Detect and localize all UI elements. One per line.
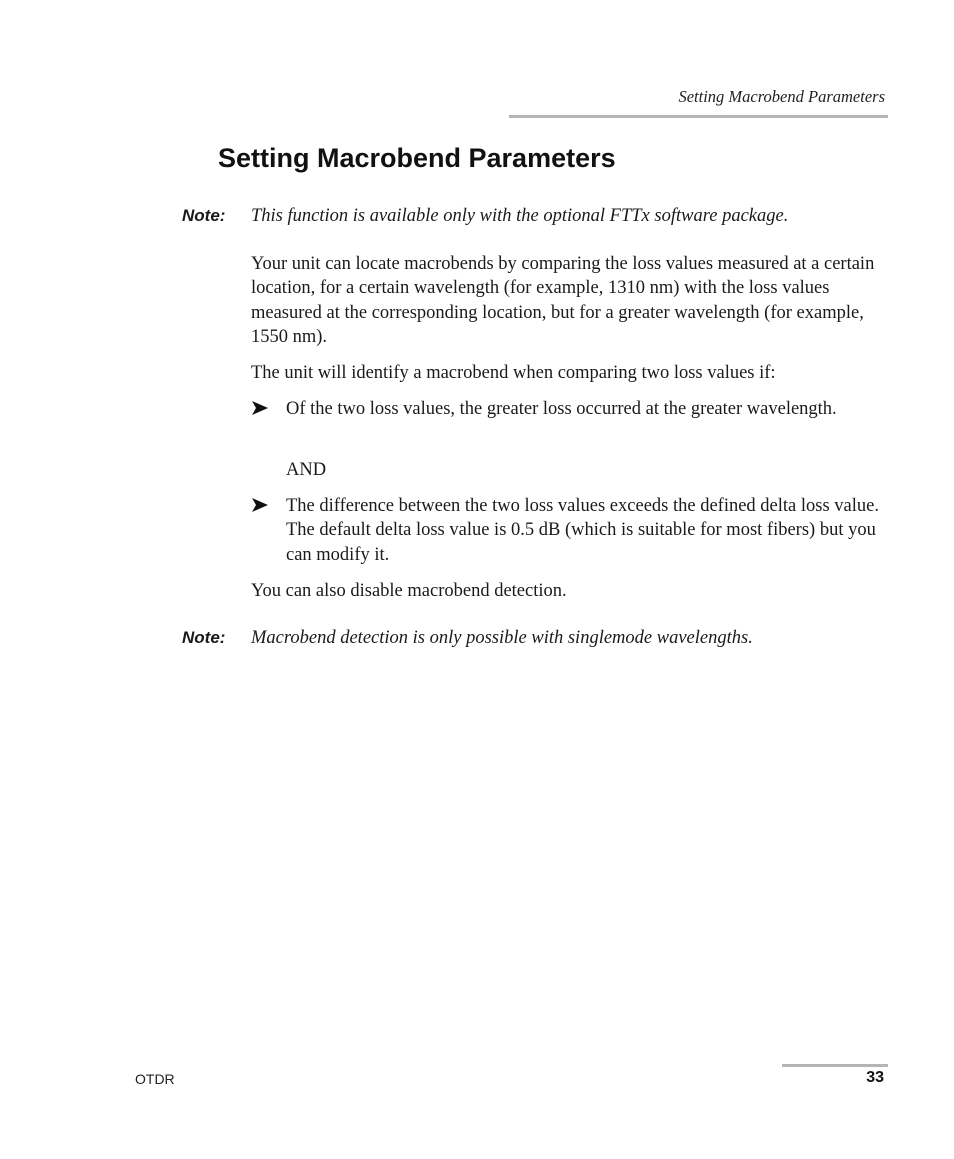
arrow-bullet-icon — [251, 399, 269, 417]
page-number: 33 — [866, 1069, 884, 1086]
disable-paragraph: You can also disable macrobend detection. — [251, 581, 567, 601]
section-title: Setting Macrobend Parameters — [218, 143, 616, 173]
note-label: Note: — [182, 628, 226, 647]
running-header: Setting Macrobend Parameters — [678, 87, 885, 106]
footer-product: OTDR — [135, 1071, 175, 1087]
bullet-text: Of the two loss values, the greater loss occurred at the greater wavelength. — [286, 399, 837, 419]
condition-paragraph: The unit will identify a macrobend when comparing two loss values if: — [251, 363, 776, 383]
bullet-text: The difference between the two loss values exceeds the defined delta loss value. The default delta loss value is 0.5 dB (which is suitable for most fibers) but you can modify it. — [286, 496, 879, 565]
header-rule — [509, 115, 888, 118]
and-connector: AND — [286, 460, 327, 480]
note-label: Note: — [182, 206, 226, 225]
intro-paragraph: Your unit can locate macrobends by comparing the loss values measured at a certain location, for a certain wavelength (for example, 1310 nm) with the loss values measured at the corresponding location, but for a greater wavelength (for example, 1550 nm). — [251, 254, 875, 347]
arrow-bullet-icon — [251, 496, 269, 514]
footer-rule — [782, 1064, 888, 1067]
note-text: Macrobend detection is only possible with singlemode wavelengths. — [251, 628, 753, 648]
note-text: This function is available only with the optional FTTx software package. — [251, 206, 789, 226]
